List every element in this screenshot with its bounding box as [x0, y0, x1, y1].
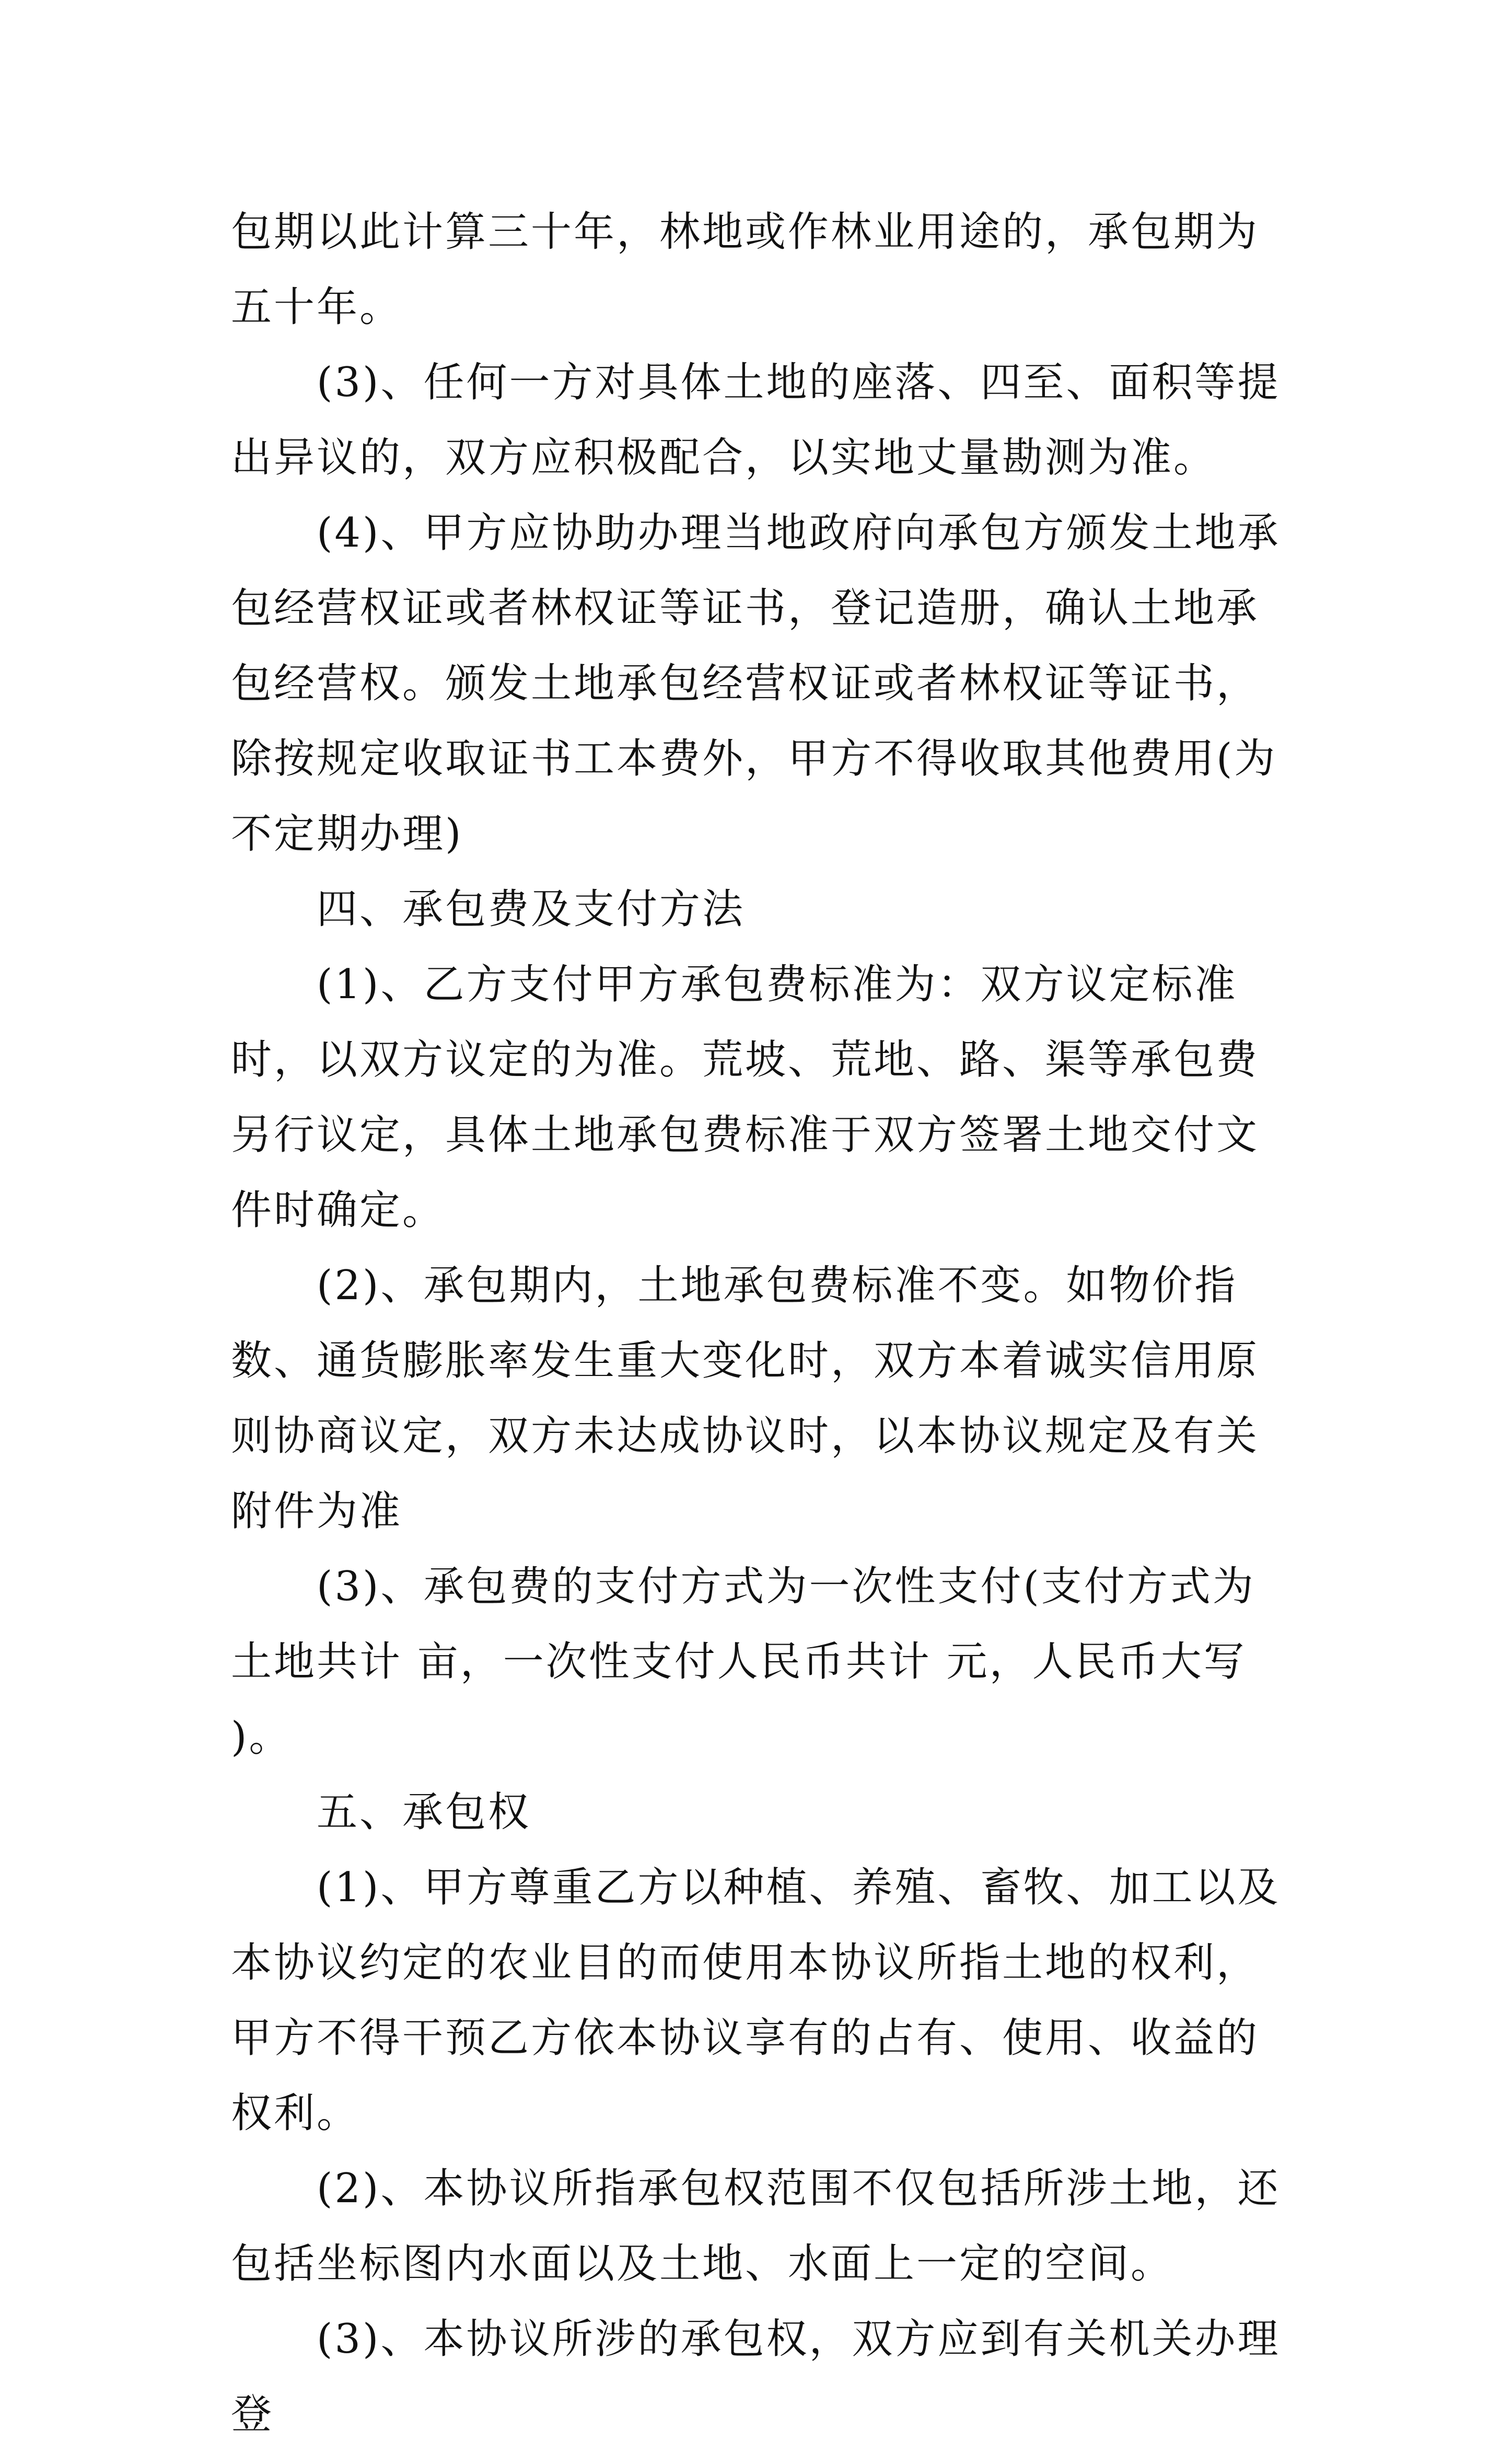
paragraph-4-1-fee-standard: (1)、乙方支付甲方承包费标准为：双方议定标准时，以双方议定的为准。荒坡、荒地、路、渠等承包费另行议定，具体土地承包费标准于双方签署土地交付文件时确定。	[231, 961, 1260, 1234]
paragraph-5-3-registration: (3)、本协议所涉的承包权，双方应到有关机关办理登	[231, 2316, 1281, 2438]
paragraph-4-2-fee-unchanged: (2)、承包期内，土地承包费标准不变。如物价指数、通货膨胀率发生重大变化时，双方本着诚实信用原则协商议定，双方未达成协议时，以本协议规定及有关附件为准	[231, 1262, 1260, 1535]
document-body	[231, 194, 1297, 2452]
paragraph-5-2-scope: (2)、本协议所指承包权范围不仅包括所涉土地，还包括坐标图内水面以及土地、水面上一定的空间。	[231, 2165, 1281, 2287]
paragraph-3-boundary-dispute: (3)、任何一方对具体土地的座落、四至、面积等提出异议的，双方应积极配合，以实地丈量勘测为准。	[231, 359, 1281, 481]
paragraph-term-continuation: 包期以此计算三十年，林地或作林业用途的，承包期为五十年。	[231, 209, 1260, 331]
paragraph-4-3-payment-method: (3)、承包费的支付方式为一次性支付(支付方式为土地共计 亩，一次性支付人民币共计 元，人民币大写 )。	[231, 1563, 1255, 1761]
paragraph-4-certificate: (4)、甲方应协助办理当地政府向承包方颁发土地承包经营权证或者林权证等证书，登记造册，确认土地承包经营权。颁发土地承包经营权证或者林权证等证书，除按规定收取证书工本费外，甲方不得收取其他费用(为不定期办理)	[231, 510, 1281, 858]
section-heading-5: 五、承包权	[317, 1789, 531, 1836]
paragraph-5-1-usage-rights: (1)、甲方尊重乙方以种植、养殖、畜牧、加工以及本协议约定的农业目的而使用本协议所指土地的权利，甲方不得干预乙方依本协议享有的占有、使用、收益的权利。	[231, 1864, 1281, 2137]
section-heading-4: 四、承包费及支付方法	[317, 886, 746, 933]
